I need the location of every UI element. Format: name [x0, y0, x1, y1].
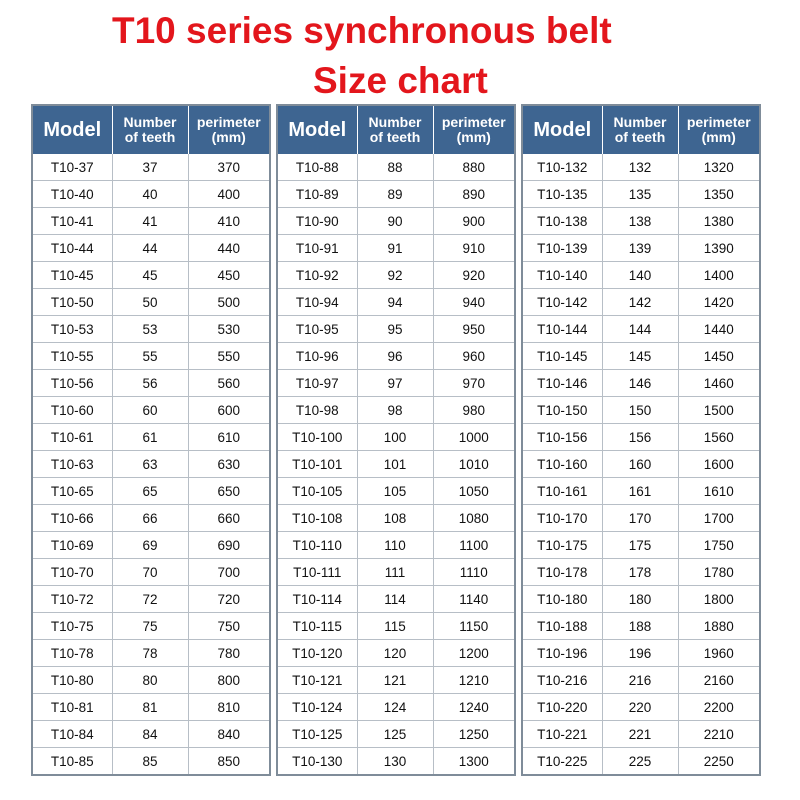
cell-model: T10-124 — [277, 694, 357, 721]
table-row — [32, 343, 270, 370]
cell-model: T10-92 — [277, 262, 357, 289]
cell-perimeter: 1000 — [433, 424, 515, 451]
cell-perimeter: 1390 — [678, 235, 760, 262]
cell-model: T10-97 — [277, 370, 357, 397]
cell-teeth: 75 — [112, 613, 188, 640]
cell-teeth: 88 — [357, 154, 433, 181]
cell-model: T10-150 — [522, 397, 602, 424]
cell-teeth: 78 — [112, 640, 188, 667]
cell-model: T10-98 — [277, 397, 357, 424]
header-teeth: Number of teeth — [112, 105, 188, 154]
cell-teeth: 145 — [602, 343, 678, 370]
cell-model: T10-84 — [32, 721, 112, 748]
table-row — [277, 721, 515, 748]
cell-perimeter: 800 — [188, 667, 270, 694]
cell-teeth: 40 — [112, 181, 188, 208]
cell-perimeter: 940 — [433, 289, 515, 316]
cell-model: T10-146 — [522, 370, 602, 397]
table-row — [277, 208, 515, 235]
cell-teeth: 63 — [112, 451, 188, 478]
cell-teeth: 138 — [602, 208, 678, 235]
cell-perimeter: 690 — [188, 532, 270, 559]
cell-teeth: 221 — [602, 721, 678, 748]
cell-model: T10-90 — [277, 208, 357, 235]
cell-perimeter: 1380 — [678, 208, 760, 235]
table-row — [522, 532, 760, 559]
cell-teeth: 55 — [112, 343, 188, 370]
cell-model: T10-115 — [277, 613, 357, 640]
cell-teeth: 84 — [112, 721, 188, 748]
cell-perimeter: 1010 — [433, 451, 515, 478]
cell-perimeter: 2210 — [678, 721, 760, 748]
table-row — [277, 370, 515, 397]
cell-teeth: 91 — [357, 235, 433, 262]
cell-model: T10-72 — [32, 586, 112, 613]
cell-teeth: 156 — [602, 424, 678, 451]
cell-teeth: 60 — [112, 397, 188, 424]
cell-teeth: 175 — [602, 532, 678, 559]
cell-perimeter: 840 — [188, 721, 270, 748]
cell-teeth: 196 — [602, 640, 678, 667]
cell-model: T10-145 — [522, 343, 602, 370]
cell-model: T10-120 — [277, 640, 357, 667]
table-row — [277, 667, 515, 694]
cell-perimeter: 1610 — [678, 478, 760, 505]
table-row — [277, 586, 515, 613]
cell-model: T10-225 — [522, 748, 602, 776]
cell-model: T10-91 — [277, 235, 357, 262]
table-row — [522, 154, 760, 181]
cell-model: T10-69 — [32, 532, 112, 559]
table-row — [32, 262, 270, 289]
table-row — [32, 505, 270, 532]
cell-teeth: 160 — [602, 451, 678, 478]
cell-teeth: 65 — [112, 478, 188, 505]
table-row — [522, 397, 760, 424]
cell-perimeter: 1600 — [678, 451, 760, 478]
cell-teeth: 140 — [602, 262, 678, 289]
cell-perimeter: 650 — [188, 478, 270, 505]
cell-perimeter: 970 — [433, 370, 515, 397]
cell-teeth: 142 — [602, 289, 678, 316]
cell-teeth: 150 — [602, 397, 678, 424]
cell-model: T10-101 — [277, 451, 357, 478]
cell-model: T10-81 — [32, 694, 112, 721]
table-row — [522, 316, 760, 343]
table-row — [522, 667, 760, 694]
chart-subtitle: Size chart — [313, 60, 488, 101]
cell-perimeter: 440 — [188, 235, 270, 262]
table-row — [32, 424, 270, 451]
cell-model: T10-66 — [32, 505, 112, 532]
cell-teeth: 72 — [112, 586, 188, 613]
cell-perimeter: 1350 — [678, 181, 760, 208]
cell-teeth: 101 — [357, 451, 433, 478]
cell-model: T10-50 — [32, 289, 112, 316]
cell-perimeter: 1960 — [678, 640, 760, 667]
table-row — [32, 451, 270, 478]
table-row — [277, 397, 515, 424]
cell-model: T10-220 — [522, 694, 602, 721]
cell-perimeter: 450 — [188, 262, 270, 289]
table-row — [277, 451, 515, 478]
cell-teeth: 44 — [112, 235, 188, 262]
table-row — [32, 181, 270, 208]
cell-perimeter: 880 — [433, 154, 515, 181]
cell-model: T10-135 — [522, 181, 602, 208]
cell-perimeter: 530 — [188, 316, 270, 343]
cell-model: T10-140 — [522, 262, 602, 289]
cell-model: T10-96 — [277, 343, 357, 370]
table-row — [522, 181, 760, 208]
cell-model: T10-70 — [32, 559, 112, 586]
cell-teeth: 132 — [602, 154, 678, 181]
table-row — [277, 505, 515, 532]
cell-teeth: 161 — [602, 478, 678, 505]
cell-teeth: 139 — [602, 235, 678, 262]
cell-perimeter: 810 — [188, 694, 270, 721]
table-row — [277, 424, 515, 451]
cell-perimeter: 950 — [433, 316, 515, 343]
table-row — [522, 208, 760, 235]
chart-title: T10 series synchronous belt — [112, 10, 612, 51]
table-body — [32, 154, 270, 775]
size-table-1 — [31, 104, 271, 776]
table-row — [277, 532, 515, 559]
cell-perimeter: 1800 — [678, 586, 760, 613]
cell-model: T10-94 — [277, 289, 357, 316]
cell-perimeter: 1780 — [678, 559, 760, 586]
cell-perimeter: 720 — [188, 586, 270, 613]
cell-perimeter: 610 — [188, 424, 270, 451]
table-row — [32, 586, 270, 613]
table-row — [277, 289, 515, 316]
table-header-row — [32, 105, 270, 154]
table-row — [522, 505, 760, 532]
cell-model: T10-55 — [32, 343, 112, 370]
cell-model: T10-89 — [277, 181, 357, 208]
header-perimeter: perimeter (mm) — [678, 105, 760, 154]
cell-teeth: 170 — [602, 505, 678, 532]
cell-perimeter: 2250 — [703, 753, 734, 769]
table-row — [32, 235, 270, 262]
cell-teeth: 66 — [112, 505, 188, 532]
cell-teeth: 225 — [602, 748, 678, 776]
cell-teeth: 130 — [357, 748, 433, 776]
cell-perimeter: 560 — [188, 370, 270, 397]
cell-perimeter: 910 — [433, 235, 515, 262]
table-row — [32, 748, 270, 776]
table-row — [32, 559, 270, 586]
table-row — [522, 235, 760, 262]
header-perimeter: perimeter (mm) — [188, 105, 270, 154]
table-row — [277, 343, 515, 370]
header-teeth: Number of teeth — [602, 105, 678, 154]
table-row — [32, 640, 270, 667]
cell-model: T10-88 — [277, 154, 357, 181]
table-row — [522, 478, 760, 505]
cell-perimeter: 780 — [188, 640, 270, 667]
cell-perimeter: 1450 — [678, 343, 760, 370]
table-row — [277, 613, 515, 640]
cell-perimeter: 1150 — [433, 613, 515, 640]
table-row — [522, 640, 760, 667]
cell-perimeter: 400 — [188, 181, 270, 208]
table-row — [32, 478, 270, 505]
table-row — [522, 289, 760, 316]
header-model: Model — [32, 105, 112, 154]
cell-model: T10-178 — [522, 559, 602, 586]
table-body — [277, 154, 515, 775]
cell-model: T10-138 — [522, 208, 602, 235]
cell-model: T10-221 — [522, 721, 602, 748]
cell-perimeter: 1050 — [433, 478, 515, 505]
cell-perimeter: 550 — [188, 343, 270, 370]
cell-teeth: 69 — [112, 532, 188, 559]
cell-teeth: 111 — [357, 559, 433, 586]
cell-model: T10-108 — [277, 505, 357, 532]
cell-model: T10-114 — [277, 586, 357, 613]
cell-teeth: 125 — [357, 721, 433, 748]
table-row — [277, 262, 515, 289]
table-row — [522, 559, 760, 586]
cell-perimeter: 1320 — [678, 154, 760, 181]
cell-teeth: 146 — [602, 370, 678, 397]
table-header-row — [277, 105, 515, 154]
cell-perimeter: 980 — [433, 397, 515, 424]
cell-model: T10-216 — [522, 667, 602, 694]
cell-perimeter: 1880 — [678, 613, 760, 640]
cell-teeth: 121 — [357, 667, 433, 694]
cell-perimeter: 2160 — [678, 667, 760, 694]
cell-perimeter: 1460 — [678, 370, 760, 397]
table-row — [32, 154, 270, 181]
cell-perimeter: 600 — [188, 397, 270, 424]
table-row — [522, 694, 760, 721]
cell-teeth: 135 — [602, 181, 678, 208]
cell-teeth: 188 — [602, 613, 678, 640]
cell-model: T10-105 — [277, 478, 357, 505]
cell-teeth: 105 — [357, 478, 433, 505]
cell-perimeter: 1420 — [678, 289, 760, 316]
cell-model: T10-45 — [32, 262, 112, 289]
cell-teeth: 98 — [357, 397, 433, 424]
table-body — [522, 154, 760, 775]
cell-model: T10-139 — [522, 235, 602, 262]
cell-teeth: 81 — [112, 694, 188, 721]
cell-perimeter: 1140 — [433, 586, 515, 613]
cell-perimeter: 1500 — [678, 397, 760, 424]
header-model: Model — [522, 105, 602, 154]
table-row — [522, 748, 760, 776]
cell-teeth: 90 — [357, 208, 433, 235]
cell-model: T10-170 — [522, 505, 602, 532]
table-row — [522, 262, 760, 289]
cell-perimeter: 660 — [188, 505, 270, 532]
size-tables — [31, 104, 761, 776]
table-row — [32, 370, 270, 397]
header-model: Model — [277, 105, 357, 154]
cell-teeth: 45 — [112, 262, 188, 289]
table-row — [277, 478, 515, 505]
cell-perimeter: 1110 — [433, 559, 515, 586]
cell-teeth: 124 — [357, 694, 433, 721]
cell-teeth: 94 — [357, 289, 433, 316]
table-row — [32, 316, 270, 343]
table-row — [32, 667, 270, 694]
cell-model: T10-132 — [522, 154, 602, 181]
cell-teeth: 216 — [602, 667, 678, 694]
table-row — [277, 694, 515, 721]
cell-perimeter: 750 — [188, 613, 270, 640]
header-perimeter: perimeter (mm) — [433, 105, 515, 154]
cell-teeth: 92 — [357, 262, 433, 289]
cell-perimeter: 920 — [433, 262, 515, 289]
cell-teeth: 89 — [357, 181, 433, 208]
cell-model: T10-56 — [32, 370, 112, 397]
table-row — [522, 721, 760, 748]
table-row — [522, 586, 760, 613]
cell-model: T10-61 — [32, 424, 112, 451]
header-teeth: Number of teeth — [357, 105, 433, 154]
cell-teeth: 97 — [357, 370, 433, 397]
cell-teeth: 115 — [357, 613, 433, 640]
table-row — [277, 181, 515, 208]
cell-perimeter: 1080 — [433, 505, 515, 532]
cell-teeth: 70 — [112, 559, 188, 586]
cell-teeth: 96 — [357, 343, 433, 370]
cell-teeth: 41 — [112, 208, 188, 235]
table-row — [32, 289, 270, 316]
cell-teeth: 220 — [602, 694, 678, 721]
size-table-2 — [276, 104, 516, 776]
cell-model: T10-80 — [32, 667, 112, 694]
cell-teeth: 108 — [357, 505, 433, 532]
cell-perimeter: 1440 — [678, 316, 760, 343]
cell-model: T10-156 — [522, 424, 602, 451]
cell-model: T10-95 — [277, 316, 357, 343]
cell-model: T10-196 — [522, 640, 602, 667]
cell-perimeter: 2200 — [678, 694, 760, 721]
cell-model: T10-142 — [522, 289, 602, 316]
table-row — [32, 397, 270, 424]
table-row — [277, 235, 515, 262]
cell-perimeter: 370 — [188, 154, 270, 181]
cell-model: T10-125 — [277, 721, 357, 748]
cell-teeth: 53 — [112, 316, 188, 343]
cell-model: T10-121 — [277, 667, 357, 694]
cell-model: T10-78 — [32, 640, 112, 667]
cell-perimeter: 960 — [433, 343, 515, 370]
cell-perimeter: 500 — [188, 289, 270, 316]
cell-model: T10-53 — [32, 316, 112, 343]
cell-teeth: 80 — [112, 667, 188, 694]
cell-model: T10-44 — [32, 235, 112, 262]
cell-teeth: 120 — [357, 640, 433, 667]
table-row — [277, 559, 515, 586]
cell-teeth: 100 — [357, 424, 433, 451]
table-row — [522, 370, 760, 397]
table-row — [277, 748, 515, 776]
cell-perimeter: 1400 — [678, 262, 760, 289]
cell-model: T10-75 — [32, 613, 112, 640]
cell-perimeter: 1240 — [433, 694, 515, 721]
cell-teeth: 180 — [602, 586, 678, 613]
cell-teeth: 56 — [112, 370, 188, 397]
table-row — [522, 343, 760, 370]
cell-model: T10-130 — [277, 748, 357, 776]
cell-perimeter: 1300 — [458, 753, 489, 769]
table-row — [522, 424, 760, 451]
cell-teeth: 50 — [112, 289, 188, 316]
cell-model: T10-41 — [32, 208, 112, 235]
cell-teeth: 37 — [112, 154, 188, 181]
cell-perimeter: 1750 — [678, 532, 760, 559]
cell-teeth: 61 — [112, 424, 188, 451]
cell-model: T10-160 — [522, 451, 602, 478]
table-row — [32, 721, 270, 748]
cell-perimeter: 1250 — [433, 721, 515, 748]
cell-model: T10-40 — [32, 181, 112, 208]
cell-teeth: 95 — [357, 316, 433, 343]
table-header-row — [522, 105, 760, 154]
cell-perimeter: 1100 — [433, 532, 515, 559]
cell-perimeter: 1200 — [433, 640, 515, 667]
table-row — [32, 532, 270, 559]
table-row — [32, 613, 270, 640]
cell-model: T10-100 — [277, 424, 357, 451]
cell-model: T10-180 — [522, 586, 602, 613]
cell-perimeter: 1700 — [678, 505, 760, 532]
table-row — [32, 694, 270, 721]
cell-perimeter: 900 — [433, 208, 515, 235]
table-row — [32, 208, 270, 235]
cell-perimeter: 890 — [433, 181, 515, 208]
cell-model: T10-63 — [32, 451, 112, 478]
cell-perimeter: 850 — [217, 753, 241, 769]
cell-model: T10-144 — [522, 316, 602, 343]
table-row — [522, 451, 760, 478]
cell-model: T10-161 — [522, 478, 602, 505]
cell-teeth: 110 — [357, 532, 433, 559]
cell-model: T10-37 — [32, 154, 112, 181]
cell-teeth: 178 — [602, 559, 678, 586]
size-table-3 — [521, 104, 761, 776]
cell-perimeter: 700 — [188, 559, 270, 586]
cell-perimeter: 630 — [188, 451, 270, 478]
cell-model: T10-188 — [522, 613, 602, 640]
cell-teeth: 114 — [357, 586, 433, 613]
cell-model: T10-85 — [32, 748, 112, 776]
cell-model: T10-175 — [522, 532, 602, 559]
cell-perimeter: 1210 — [433, 667, 515, 694]
table-row — [522, 613, 760, 640]
cell-model: T10-110 — [277, 532, 357, 559]
cell-model: T10-111 — [277, 559, 357, 586]
cell-model: T10-65 — [32, 478, 112, 505]
cell-teeth: 85 — [112, 748, 188, 776]
table-row — [277, 154, 515, 181]
cell-perimeter: 1560 — [678, 424, 760, 451]
cell-perimeter: 410 — [188, 208, 270, 235]
cell-model: T10-60 — [32, 397, 112, 424]
table-row — [277, 316, 515, 343]
table-row — [277, 640, 515, 667]
cell-teeth: 144 — [602, 316, 678, 343]
